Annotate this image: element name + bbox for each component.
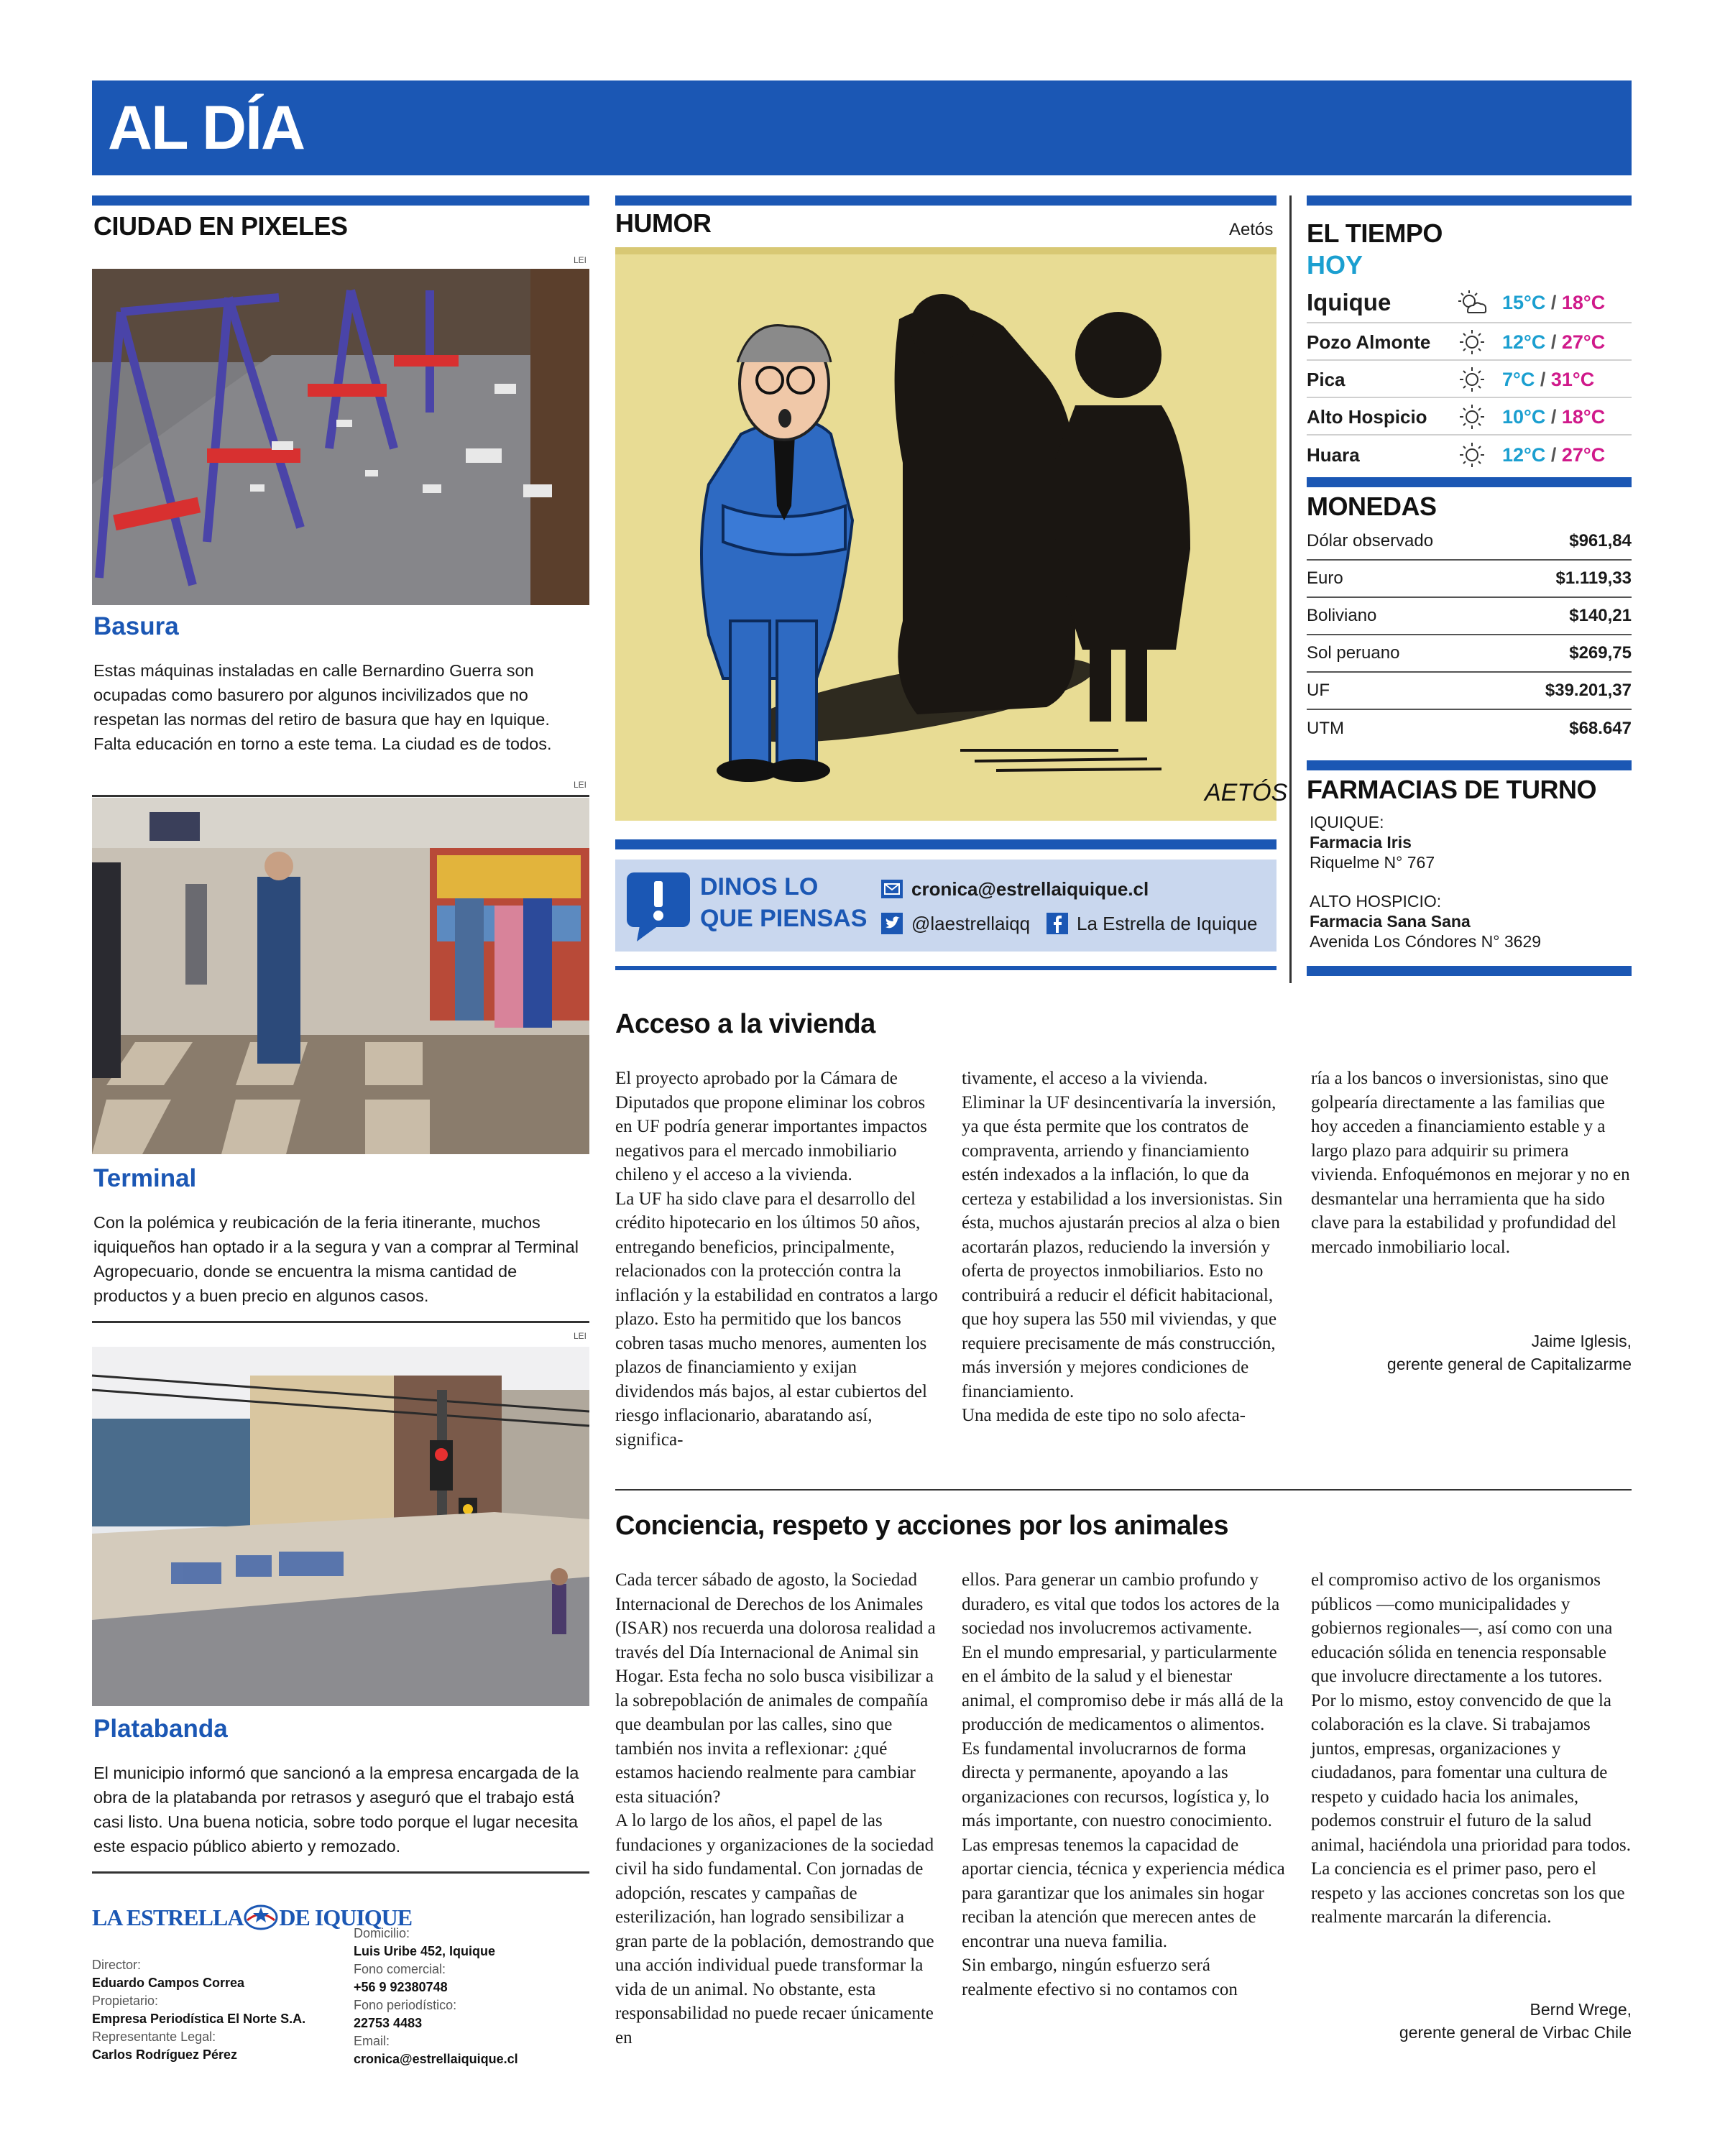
twitter-icon: [881, 913, 903, 934]
dinos-twitter[interactable]: @laestrellaiqq: [911, 913, 1031, 934]
article2-col2: ellos. Para generar un cambio profundo y duradero, es vital que todos los actores de la sociedad nos involucremos activamente. En el mundo empresarial, y particularmente en el ámbito de la salud y el bienestar animal, el compromiso debe ir más allá de la producción de medicamentos o alimentos. Es fundamental involucrarnos de forma directa y permanente, apoyando a las organizaciones con recursos, logística y, lo más importante, con nuestro conocimiento. Las empresas tenemos la capacidad de aportar ciencia, técnica y experiencia médica para garantizar que los animales sin hogar reciban la atención que merecen antes de encontrar una nueva familia. Sin embargo, ningún esfuerzo será realmente efectivo si no contamos con: [962, 1570, 1285, 1999]
facebook-icon: [1046, 913, 1068, 934]
humor-author: Aetós: [1229, 220, 1274, 239]
humor-title: HUMOR: [615, 208, 712, 238]
footer-staff: [92, 1956, 329, 2064]
article1-title: Acceso a la vivienda: [615, 1009, 875, 1039]
address-value: Luis Uribe 452, Iquique: [354, 1944, 496, 1958]
currency-value: $68.647: [1569, 719, 1632, 738]
currency-row: [1307, 598, 1632, 635]
weather-row: [1307, 400, 1632, 436]
weather-temps: 7°C / 31°C: [1502, 368, 1595, 390]
weather-city: Iquique: [1307, 289, 1392, 315]
column-top-bar: [615, 195, 1276, 206]
dinos-facebook[interactable]: La Estrella de Iquique: [1077, 913, 1258, 934]
address-label: Domicilio:: [354, 1926, 410, 1940]
article2-title: Conciencia, respeto y acciones por los animales: [615, 1511, 1228, 1541]
article2-role: gerente general de Virbac Chile: [1399, 2023, 1632, 2042]
weather-temps: 12°C / 27°C: [1502, 331, 1606, 353]
weather-city: Alto Hospicio: [1307, 405, 1427, 428]
weather-row: [1307, 325, 1632, 361]
weather-city: Huara: [1307, 443, 1360, 466]
owner-name: Empresa Periodística El Norte S.A.: [92, 2012, 306, 2026]
article2-author: Bernd Wrege,: [1530, 2000, 1632, 2019]
cartoon-signature: AETÓS: [1205, 779, 1288, 806]
photo-terminal: [92, 798, 589, 1154]
pharmacy-name: Farmacia Iris: [1310, 833, 1412, 852]
article-divider: [615, 1489, 1632, 1491]
column-top-bar: [1307, 195, 1632, 206]
pharmacy-city: IQUIQUE:: [1310, 813, 1384, 831]
legal-label: Representante Legal:: [92, 2030, 216, 2044]
dinos-bottom-bar: [615, 966, 1276, 970]
currency-name: Sol peruano: [1307, 643, 1400, 663]
divider: [92, 1321, 589, 1323]
pharmacy-city: ALTO HOSPICIO:: [1310, 892, 1442, 911]
pharmacy-name: Farmacia Sana Sana: [1310, 912, 1471, 931]
currency-row: [1307, 635, 1632, 673]
email-icon: [881, 880, 903, 898]
article1-role: gerente general de Capitalizarme: [1386, 1355, 1632, 1373]
dinos-email[interactable]: cronica@estrellaiquique.cl: [911, 878, 1149, 900]
weather-city: Pozo Almonte: [1307, 331, 1431, 353]
divider: [92, 1871, 589, 1874]
currency-name: Boliviano: [1307, 606, 1377, 625]
sun-icon: [1450, 327, 1494, 357]
column-top-bar: [92, 195, 589, 206]
dinos-title-line2: QUE PIENSAS: [700, 905, 868, 932]
dinos-title: [700, 871, 867, 934]
weather-row: [1307, 437, 1632, 473]
photo-credit: LEI: [574, 255, 587, 265]
partly-cloudy-icon: [1450, 287, 1494, 318]
pix-text-basura: Estas máquinas instaladas en calle Bernardino Guerra son ocupadas como basurero por algunos incivilizados que no respetan las normas del retiro de basura que hay en Iquique. Falta educación en torno a este tema. La ciudad es de todos.: [93, 661, 552, 753]
pharmacy-entry: [1310, 891, 1541, 952]
article1-signature: [1311, 1330, 1632, 1376]
monedas-title: MONEDAS: [1307, 492, 1437, 521]
monedas-top-bar: [1307, 477, 1632, 487]
article1-author: Jaime Iglesis,: [1531, 1332, 1632, 1350]
owner-label: Propietario:: [92, 1994, 159, 2008]
currency-row: [1307, 523, 1632, 561]
farmacias-bottom-bar: [1307, 966, 1632, 976]
sun-icon: [1450, 440, 1494, 470]
cartoon: [615, 247, 1288, 821]
pix-text-terminal: Con la polémica y reubicación de la feria itinerante, muchos iquiqueños han optado ir a la segura y van a comprar al Terminal Agropecuario, donde se encuentra la misma cantidad de productos y a buen precio en algunos casos.: [93, 1213, 579, 1305]
currency-value: $1.119,33: [1555, 568, 1632, 588]
news-phone: 22753 4483: [354, 2016, 423, 2030]
currency-name: Euro: [1307, 568, 1343, 588]
legal-name: Carlos Rodríguez Pérez: [92, 2047, 238, 2062]
currency-value: $140,21: [1569, 606, 1632, 625]
weather-row: [1307, 283, 1632, 323]
article2-col3: el compromiso activo de los organismos públicos —como municipalidades y gobiernos regionales—, así como con una educación sólida en tenencia responsable que involucre directamente a los tutores. Por lo mismo, estoy convencido de que la colaboración es la clave. Si trabajamos juntos, empresas, organizaciones y ciudadanos, para fomentar una cultura de respeto y cuidado hacia los animales, podemos construir el futuro de la salud animal, haciéndola una prioridad para todos. La conciencia es el primer paso, pero el respeto y las acciones concretas son los que realmente marcarán la diferencia.: [1311, 1570, 1631, 1927]
pharmacy-entry: [1310, 812, 1435, 872]
sun-icon: [1450, 364, 1494, 395]
pix-heading-basura: Basura: [93, 612, 179, 640]
pix-heading-platabanda: Platabanda: [93, 1715, 228, 1743]
currency-name: Dólar observado: [1307, 531, 1434, 550]
pix-heading-terminal: Terminal: [93, 1164, 197, 1192]
currency-row: [1307, 673, 1632, 710]
currency-row: [1307, 561, 1632, 598]
section-title: AL DÍA: [108, 93, 305, 162]
currency-value: $269,75: [1569, 643, 1632, 663]
farmacias-top-bar: [1307, 760, 1632, 770]
footer-contact: [354, 1925, 591, 2068]
footer-email[interactable]: cronica@estrellaiquique.cl: [354, 2052, 518, 2066]
weather-temps: 15°C / 18°C: [1502, 291, 1606, 313]
pharmacy-address: Riquelme N° 767: [1310, 853, 1435, 872]
weather-city: Pica: [1307, 368, 1346, 390]
pharmacy-address: Avenida Los Cóndores N° 3629: [1310, 932, 1542, 951]
dinos-title-line1: DINOS LO: [700, 873, 819, 900]
footer-email-label: Email:: [354, 2034, 390, 2048]
photo-credit: LEI: [574, 780, 587, 790]
weather-temps: 10°C / 18°C: [1502, 405, 1606, 428]
section-banner: [92, 80, 1632, 175]
currency-value: $39.201,37: [1545, 681, 1632, 700]
commercial-phone: +56 9 92380748: [354, 1980, 448, 1994]
article1-col2: tivamente, el acceso a la vivienda. Eliminar la UF desincentivaría la inversión, ya que ésta permite que los contratos de compraventa, arriendo y financiamiento estén indexados a la inflación, lo que da certeza y estabilidad a los inversionistas. Sin ésta, muchos ajustarán precios al alza o bien acortarán plazos, reduciendo la inversión y oferta de proyectos inmobiliarios. Esto no contribuirá a reducir el déficit habitacional, que hoy supera las 550 mil viviendas, y que requiere precisamente de más construcción, más inversión y mejores condiciones de financiamiento. Una medida de este tipo no solo afecta-: [962, 1069, 1283, 1425]
weather-temps: 12°C / 27°C: [1502, 443, 1606, 466]
column-divider: [1289, 195, 1292, 983]
logo-text-right: DE IQUIQUE: [279, 1904, 413, 1930]
director-label: Director:: [92, 1958, 142, 1972]
article1-col3: ría a los bancos o inversionistas, sino que golpearía directamente a las familias que hoy acceden a financiamiento estable y a largo plazo para adquirir su primera vivienda. Enfoquémonos en mejorar y no en desmantelar una herramienta que ha sido clave para la estabilidad y profundidad del mercado inmobiliario local.: [1311, 1069, 1630, 1257]
speech-bubble-icon: [625, 871, 691, 943]
currency-value: $961,84: [1569, 531, 1632, 550]
currency-name: UF: [1307, 681, 1330, 700]
divider: [92, 795, 589, 797]
currency-row: [1307, 710, 1632, 747]
photo-platabanda: [92, 1347, 589, 1706]
director-name: Eduardo Campos Correa: [92, 1976, 245, 1990]
news-phone-label: Fono periodístico:: [354, 1998, 457, 2012]
logo-text-left: LA ESTRELLA: [92, 1904, 244, 1930]
tiempo-title: EL TIEMPO: [1307, 218, 1443, 248]
commercial-phone-label: Fono comercial:: [354, 1962, 446, 1976]
weather-row: [1307, 362, 1632, 398]
dinos-top-bar: [615, 839, 1276, 849]
logo-emblem-icon: [243, 1903, 279, 1932]
article2-col1: Cada tercer sábado de agosto, la Sociedad Internacional de Derechos de los Animales (ISAR) nos recuerda una dolorosa realidad a través del Día Internacional de Animal sin Hogar. Esta fecha no solo busca visibilizar a la sobrepoblación de animales de compañía que deambulan por las calles, sino que también nos invita a reflexionar: ¿qué estamos haciendo realmente para cambiar esta situación? A lo largo de los años, el papel de las fundaciones y organizaciones de la sociedad civil ha sido fundamental. Con jornadas de adopción, rescates y campañas de esterilización, han logrado sensibilizar a gran parte de la población, demostrando que una acción individual puede transformar la vida de un animal. No obstante, esta responsabilidad no puede recaer únicamente en: [615, 1570, 936, 2047]
currency-name: UTM: [1307, 719, 1344, 738]
sun-icon: [1450, 402, 1494, 432]
tiempo-subtitle: HOY: [1307, 250, 1363, 280]
article2-signature: [1311, 1998, 1632, 2044]
article1-col1: El proyecto aprobado por la Cámara de Diputados que propone eliminar los cobros en UF podría generar importantes impactos negativos para el mercado inmobiliario chileno y el acceso a la vivienda. La UF ha sido clave para el desarrollo del crédito hipotecario en los últimos 50 años, entregando beneficios, principalmente, relacionados con la protección contra la inflación y la estabilidad en contratos a largo plazo. Esto ha permitido que los bancos cobren tasas mucho menores, aumenten los plazos de financiamiento y exijan dividendos más bajos, al estar cubiertos del riesgo inflacionario, abaratando así, significa-: [615, 1069, 938, 1450]
pix-text-platabanda: El municipio informó que sancionó a la empresa encargada de la obra de la platabanda por retrasos y aseguró que el trabajo está casi listo. Una buena noticia, sobre todo porque el lugar necesita este espacio público abierto y remozado.: [93, 1764, 579, 1856]
farmacias-title: FARMACIAS DE TURNO: [1307, 775, 1596, 804]
photo-credit: LEI: [574, 1331, 587, 1341]
ciudad-title: CIUDAD EN PIXELES: [93, 211, 348, 241]
photo-basura: [92, 269, 589, 605]
